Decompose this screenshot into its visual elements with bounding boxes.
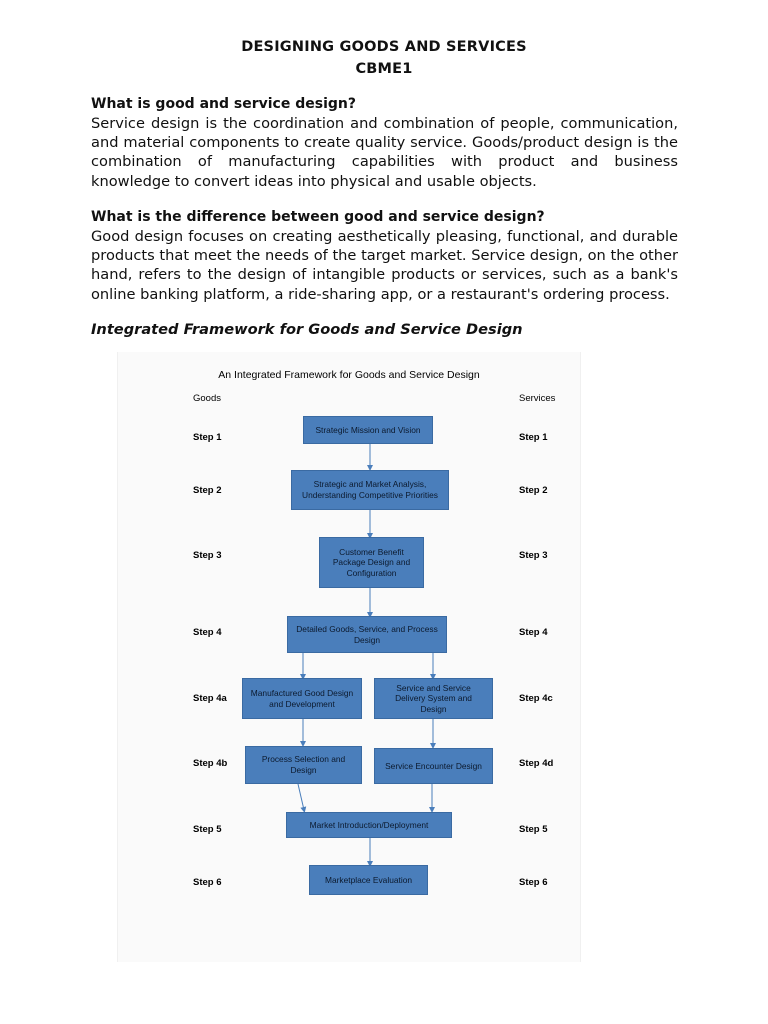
box-service-encounter: Service Encounter Design [374,748,493,784]
step-label-right: Step 4d [519,758,554,769]
step-label-right: Step 4 [519,627,548,638]
framework-figure [117,352,581,962]
goods-column-label: Goods [193,393,221,404]
question-heading-2: What is the difference between good and service design? [91,209,545,225]
step-label-right: Step 6 [519,877,548,888]
box-process-selection: Process Selection and Design [245,746,362,784]
box-marketplace-eval: Marketplace Evaluation [309,865,428,895]
figure-title: An Integrated Framework for Goods and Service Design [218,369,480,381]
step-label-right: Step 1 [519,432,548,443]
step-label-right: Step 3 [519,550,548,561]
box-market-intro: Market Introduction/Deployment [286,812,452,838]
box-service-delivery: Service and Service Delivery System and Design [374,678,493,719]
paragraph-line: products that meet the needs of the target market. Service design, on the other [91,247,678,265]
box-strategic-mission: Strategic Mission and Vision [303,416,433,444]
step-label-left: Step 1 [193,432,222,443]
services-column-label: Services [519,393,556,404]
section-title: Integrated Framework for Goods and Service Design [91,321,523,338]
paragraph-line: Service design is the coordination and combination of people, communication, [91,115,678,132]
question-heading-1: What is good and service design? [91,96,356,112]
box-manufactured-good: Manufactured Good Design and Development [242,678,362,719]
step-label-left: Step 4a [193,693,227,704]
step-label-left: Step 5 [193,824,222,835]
paragraph-line: Good design focuses on creating aesthetically pleasing, functional, and durable [91,228,678,245]
box-detailed-design: Detailed Goods, Service, and Process Design [287,616,447,653]
paragraph-line: combination of manufacturing capabilities with product and business [91,153,678,171]
step-label-right: Step 5 [519,824,548,835]
step-label-right: Step 4c [519,693,553,704]
paragraph-line: knowledge to convert ideas into physical and usable objects. [91,172,537,190]
paragraph-line: hand, refers to the design of intangible products or services, such as a bank's [91,266,678,284]
paragraph-line: online banking platform, a ride-sharing app, or a restaurant's ordering process. [91,285,670,303]
step-label-left: Step 3 [193,550,222,561]
step-label-right: Step 2 [519,485,548,496]
step-label-left: Step 6 [193,877,222,888]
answer-paragraph-1 [91,114,678,191]
step-label-left: Step 4 [193,627,222,638]
step-label-left: Step 4b [193,758,228,769]
answer-paragraph-2 [91,227,678,304]
document-title: DESIGNING GOODS AND SERVICES [241,39,527,55]
box-customer-benefit: Customer Benefit Package Design and Configuration [319,537,424,588]
paragraph-line: and material components to create quality service. Goods/product design is the [91,134,678,152]
step-label-left: Step 2 [193,485,222,496]
document-subtitle: CBME1 [355,61,413,77]
box-market-analysis: Strategic and Market Analysis, Understanding Competitive Priorities [291,470,449,510]
